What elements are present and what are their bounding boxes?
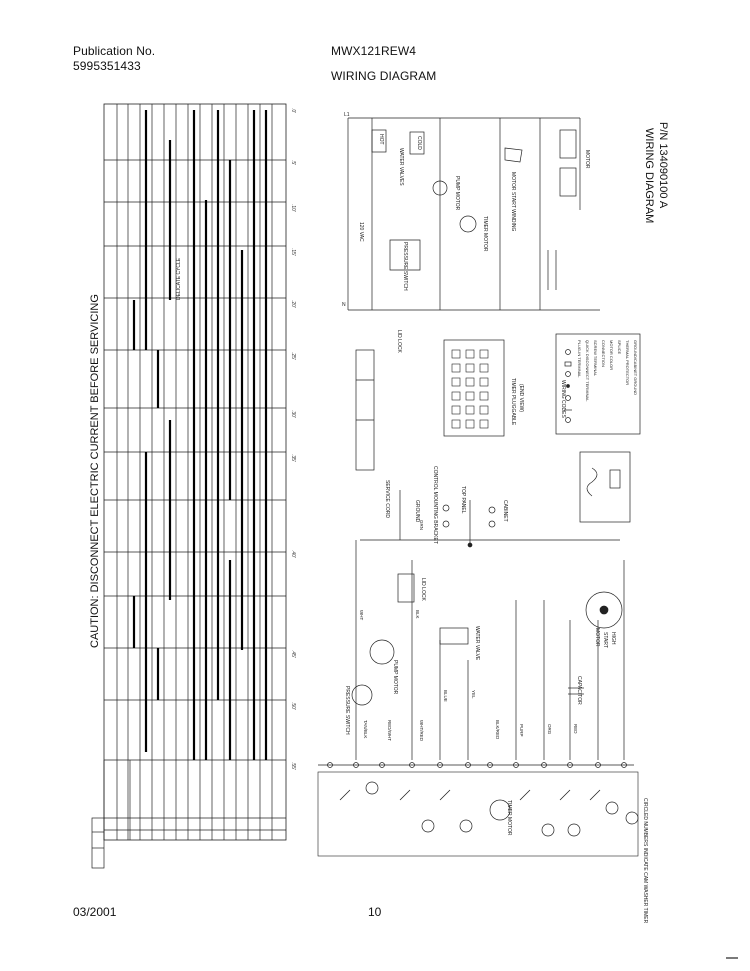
pressure-switch-label: PRESSURE SWITCH (402, 242, 408, 291)
cabinet-label: CABINET (502, 500, 508, 522)
control-bracket-label: CONTROL MOUNTING BRACKET (432, 466, 438, 544)
pump-motor-label: PUMP MOTOR (454, 176, 460, 211)
legend-item: SPLICE (617, 340, 622, 355)
wire-label: TAN/BLK (363, 720, 368, 739)
svg-text:.40': .40' (290, 550, 296, 558)
cold-label: COLD (416, 136, 422, 150)
wire-label: PURP (519, 724, 524, 737)
svg-text:.35': .35' (290, 454, 296, 462)
svg-text:.50': .50' (290, 702, 296, 710)
hot-label: HOT (378, 134, 384, 145)
pressure-switch-detail (356, 350, 374, 470)
part-number: P/N 134090100 A (657, 122, 669, 209)
wire-label: ORG (547, 724, 552, 735)
washer-timer-label: CIRCLED NUMBERS INDICATE CAM WASHER TIMER (642, 798, 648, 924)
wire-label: WHT/RED (419, 720, 424, 741)
legend-title: WIRING CODES (560, 380, 566, 418)
section-title: WIRING DIAGRAM (331, 69, 437, 83)
cycle-label: DELICATE CYCLE (176, 257, 182, 300)
top-panel-label: TOP PANEL (460, 486, 466, 514)
wire-label: BLUE (443, 690, 448, 702)
legend-item: CONNECTION (601, 340, 606, 367)
legend-item: GROUND/CABINET GROUND (633, 340, 638, 396)
voltage-label: 120 VAC (358, 222, 364, 242)
ground-section (360, 452, 630, 547)
model-number: MWX121REW4 (331, 44, 417, 58)
ground-label: GROUND (414, 500, 420, 523)
wire-label: RED/WHT (387, 720, 392, 741)
timer-motor-label: TIMER MOTOR (482, 216, 488, 252)
lower-lid-lock-label: LID LOCK (420, 578, 426, 601)
lower-start-label: START (602, 632, 608, 648)
svg-text:.30': .30' (290, 410, 296, 418)
legend-item: QUICK DISCONNECT TERMINAL (585, 340, 590, 402)
motor-start-winding-label: MOTOR START WINDING (510, 172, 516, 232)
svg-text:.20': .20' (290, 300, 296, 308)
timer-plug-end-view (444, 340, 504, 436)
svg-text:.0': .0' (290, 108, 296, 114)
svg-text:.55': .55' (290, 762, 296, 770)
legend-item: THERMAL PROTECTOR (625, 340, 630, 386)
timer-plug-title: TIMER PLUGGABLE (510, 378, 516, 426)
svg-text:.10': .10' (290, 204, 296, 212)
publication-number: 5995351433 (73, 59, 141, 73)
wire-label: BLK/RED (495, 720, 500, 740)
wire-label: BLK (415, 610, 420, 619)
water-valves-label: WATER VALVES (398, 148, 404, 186)
svg-text:.5': .5' (290, 160, 296, 166)
wire-label: RED (573, 724, 578, 734)
ladder-schematic (348, 118, 600, 310)
line-label: L1 (344, 112, 350, 118)
motor-label: MOTOR (584, 150, 590, 169)
wire-label: YEL (471, 690, 476, 699)
capacitor-label: CAPACITOR (576, 676, 582, 705)
svg-text:.45': .45' (290, 650, 296, 658)
footer-date: 03/2001 (73, 905, 117, 919)
lower-water-valve-label: WATER VALVE (474, 626, 480, 661)
lower-pressure-switch-label: PRESSURE SWITCH (344, 686, 350, 735)
lid-lock-label: LID LOCK (396, 330, 402, 353)
page-number: 10 (368, 905, 382, 919)
lower-high-label: HIGH (610, 632, 616, 645)
lower-pump-motor-label: PUMP MOTOR (392, 660, 398, 695)
svg-text:.25': .25' (290, 352, 296, 360)
lower-timer-motor-label: TIMER MOTOR (506, 800, 512, 836)
legend-item: PLUG-IN TERMINAL (577, 340, 582, 378)
timer-plug-subtitle: (END VIEW) (518, 384, 524, 413)
caution-text: CAUTION: DISCONNECT ELECTRIC CURRENT BEFORE SERVICING (89, 294, 101, 648)
legend-item: SCREW TERMINAL (593, 340, 598, 377)
publication-label: Publication No. (73, 44, 156, 58)
svg-text:.15': .15' (290, 248, 296, 256)
schematic-title: WIRING DIAGRAM (643, 128, 655, 224)
wire-label: GRN (419, 520, 424, 530)
lower-motor-label: MOTOR (594, 628, 600, 647)
legend-item: MOTOR COLOR (609, 340, 614, 371)
wire-label: WHT (359, 610, 364, 621)
neutral-label: N (342, 302, 346, 308)
service-cord-label: SERVICE CORD (384, 480, 390, 518)
pictorial-wiring (318, 540, 638, 856)
timer-sequence-chart (92, 104, 296, 868)
